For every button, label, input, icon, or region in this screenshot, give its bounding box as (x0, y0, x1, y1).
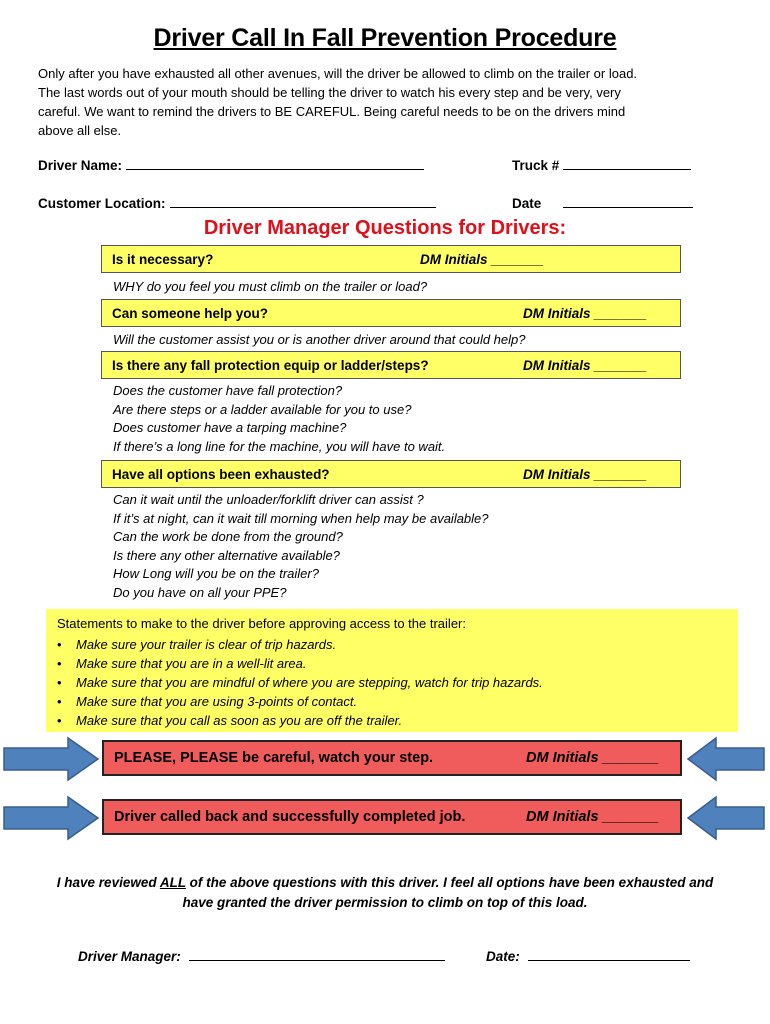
arrow-right-icon (2, 795, 100, 841)
question-box (101, 245, 681, 273)
statements-heading: Statements to make to the driver before approving access to the trailer: (57, 616, 466, 631)
question-details (113, 331, 525, 350)
question-text: Is there any fall protection equip or ladder/steps? (112, 358, 429, 373)
detail-line: Are there steps or a ladder available for you to use? (113, 401, 412, 417)
question-box (101, 351, 681, 379)
careful-reminder-text: PLEASE, PLEASE be careful, watch your step. (114, 750, 434, 766)
intro-paragraph (38, 64, 728, 140)
date-label: Date (512, 196, 542, 211)
driver-name-field[interactable] (38, 157, 424, 175)
driver-name-label: Driver Name: (38, 158, 123, 173)
detail-line: Can the work be done from the ground? (113, 529, 343, 544)
question-details (113, 382, 445, 456)
question-text: Is it necessary? (112, 252, 214, 267)
signature-date-label: Date: (486, 949, 524, 964)
list-item: • Make sure that you call as soon as you are off the trailer. (57, 713, 403, 728)
review-emphasis: ALL (159, 875, 186, 890)
arrow-left-icon (686, 736, 766, 782)
dm-initials[interactable]: DM Initials _______ (526, 809, 659, 825)
statement-text: Make sure that you are in a well-lit area. (76, 656, 307, 671)
list-item: • Make sure that you are using 3-points of contact. (57, 694, 358, 709)
truck-number-field[interactable] (512, 157, 691, 175)
date-line[interactable] (563, 195, 693, 208)
statement-text: Make sure that you call as soon as you are off the trailer. (76, 713, 403, 728)
signature-date-line[interactable] (528, 948, 690, 961)
dm-initials[interactable]: DM Initials _______ (526, 750, 659, 766)
review-text: I have reviewed (56, 875, 160, 890)
question-details (113, 278, 427, 297)
job-completed-box (102, 799, 682, 835)
dm-initials[interactable]: DM Initials _______ (523, 358, 647, 373)
detail-line: If there’s a long line for the machine, you will have to wait. (113, 438, 446, 454)
dm-initials[interactable]: DM Initials _______ (523, 306, 647, 321)
intro-line: above all else. (38, 123, 122, 138)
careful-reminder-box (102, 740, 682, 776)
intro-line: Only after you have exhausted all other avenues, will the driver be allowed to climb on the trailer or load. (38, 66, 638, 81)
driver-manager-signature[interactable] (78, 948, 445, 964)
review-line-2: have granted the driver permission to climb on top of this load. (182, 895, 588, 910)
driver-manager-label: Driver Manager: (78, 949, 185, 964)
signature-date[interactable] (486, 948, 690, 964)
arrow-right-icon (2, 736, 100, 782)
date-field[interactable] (512, 195, 693, 213)
list-item: • Make sure that you are in a well-lit area. (57, 656, 307, 671)
detail-line: If it’s at night, can it wait till morning when help may be available? (113, 510, 489, 526)
statement-text: Make sure that you are using 3-points of contact. (76, 694, 358, 709)
truck-number-line[interactable] (563, 157, 691, 170)
customer-location-label: Customer Location: (38, 196, 166, 211)
driver-name-line[interactable] (126, 157, 424, 170)
question-box (101, 299, 681, 327)
review-line-1 (0, 873, 770, 893)
page-title: Driver Call In Fall Prevention Procedure (153, 24, 617, 52)
intro-line: The last words out of your mouth should be telling the driver to watch his every step and be very, very (38, 85, 621, 100)
job-completed-text: Driver called back and successfully completed job. (114, 809, 466, 825)
detail-line: How Long will you be on the trailer? (113, 566, 319, 581)
section-heading: Driver Manager Questions for Drivers: (203, 217, 567, 239)
truck-number-label: Truck # (512, 158, 560, 173)
question-box (101, 460, 681, 488)
list-item: • Make sure that you are mindful of where you are stepping, watch for trip hazards. (57, 675, 543, 690)
review-statement (0, 873, 770, 913)
detail-line: WHY do you feel you must climb on the trailer or load? (113, 279, 428, 294)
question-details (113, 491, 489, 602)
review-text: of the above questions with this driver. I feel all options have been exhausted and (185, 875, 714, 890)
dm-initials[interactable]: DM Initials _______ (523, 467, 647, 482)
arrow-left-icon (686, 795, 766, 841)
list-item: • Make sure your trailer is clear of trip hazards. (57, 637, 337, 652)
customer-location-field[interactable] (38, 195, 436, 213)
driver-manager-line[interactable] (189, 948, 445, 961)
detail-line: Is there any other alternative available? (113, 547, 340, 563)
statement-text: Make sure that you are mindful of where you are stepping, watch for trip hazards. (76, 675, 543, 690)
intro-line: careful. We want to remind the drivers to BE CAREFUL. Being careful needs to be on the drivers mind (38, 104, 626, 119)
detail-line: Will the customer assist you or is another driver around that could help? (113, 332, 526, 347)
detail-line: Does customer have a tarping machine? (113, 420, 347, 435)
detail-line: Does the customer have fall protection? (113, 383, 343, 398)
statements-list (57, 635, 543, 730)
statement-text: Make sure your trailer is clear of trip hazards. (76, 637, 337, 652)
dm-initials[interactable]: DM Initials _______ (420, 252, 544, 267)
question-text: Have all options been exhausted? (112, 467, 330, 482)
detail-line: Can it wait until the unloader/forklift driver can assist ? (113, 492, 424, 507)
customer-location-line[interactable] (170, 195, 436, 208)
statements-box (46, 609, 738, 732)
detail-line: Do you have on all your PPE? (113, 584, 287, 600)
question-text: Can someone help you? (112, 306, 269, 321)
